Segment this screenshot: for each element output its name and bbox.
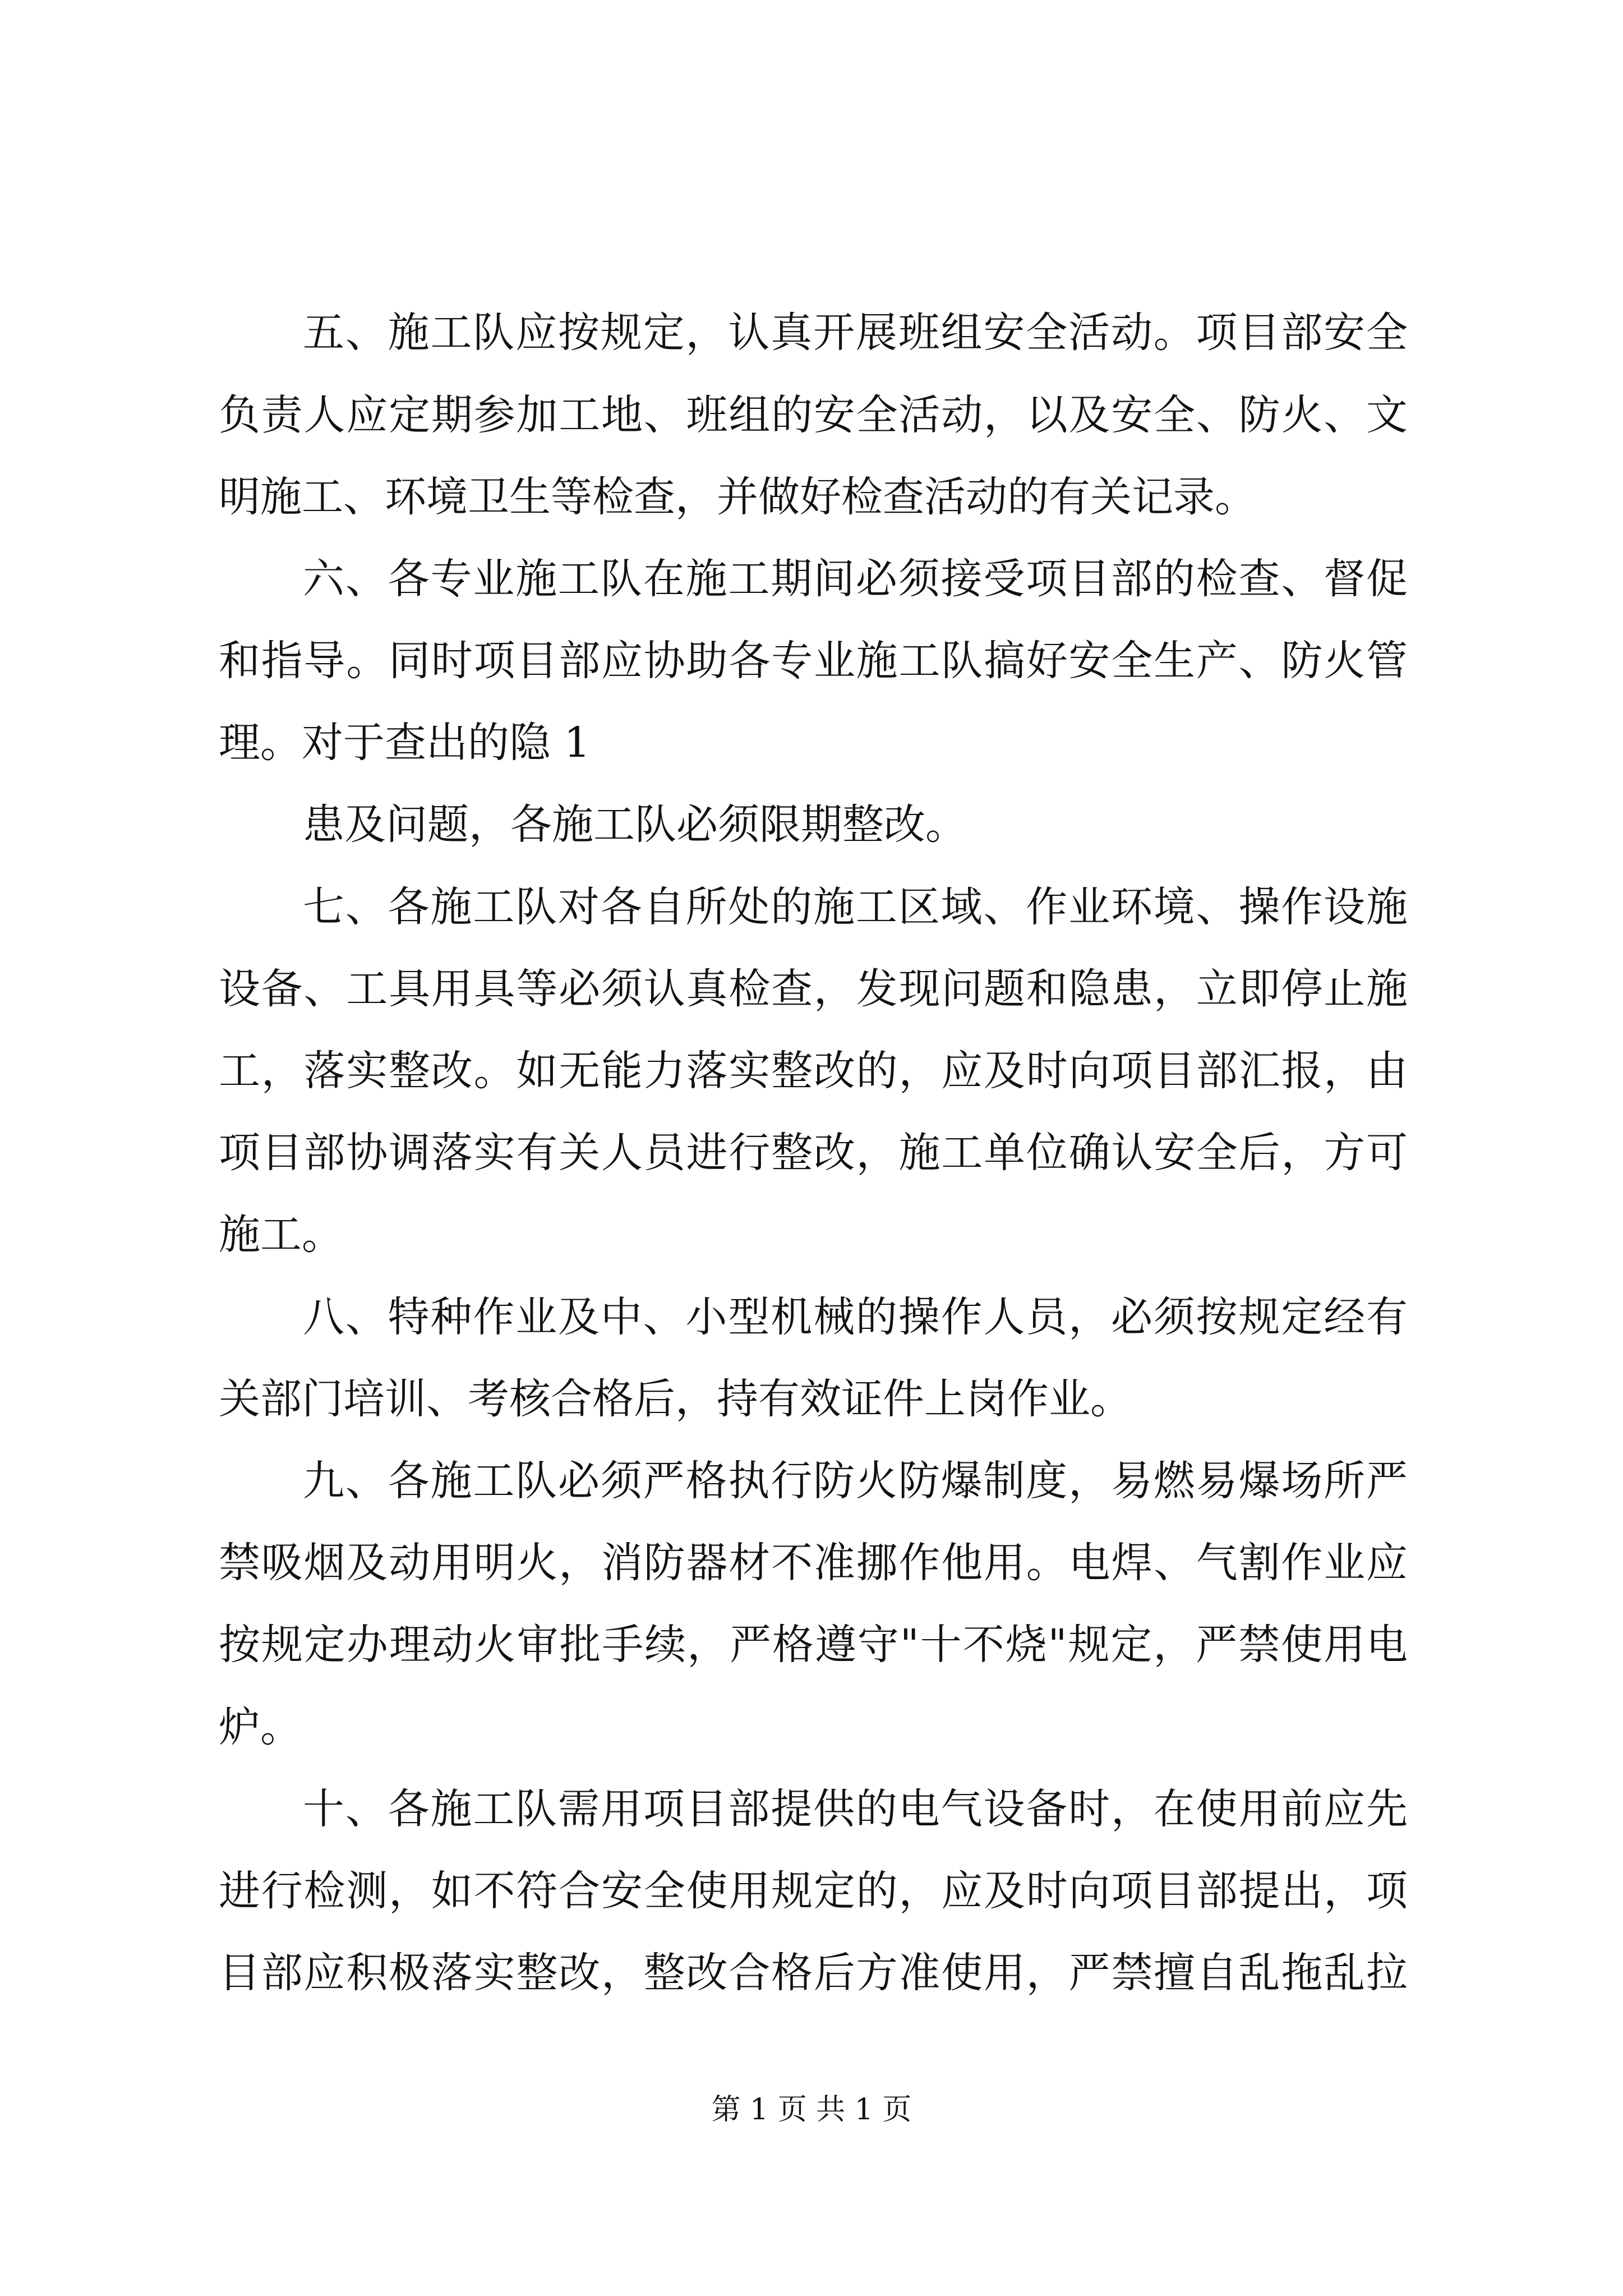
paragraph-line: 工，落实整改。如无能力落实整改的，应及时向项目部汇报，由: [219, 1047, 1408, 1095]
paragraph-line: 负责人应定期参加工地、班组的安全活动，以及安全、防火、文: [219, 391, 1408, 439]
paragraph-line: 目部应积极落实整改，整改合格后方准使用，严禁擅自乱拖乱拉: [219, 1949, 1408, 1997]
paragraph-line: 关部门培训、考核合格后，持有效证件上岗作业。: [219, 1375, 1132, 1423]
paragraph-line: 五、施工队应按规定，认真开展班组安全活动。项目部安全: [303, 309, 1408, 357]
paragraph-line: 进行检测，如不符合安全使用规定的，应及时向项目部提出，项: [219, 1867, 1408, 1915]
paragraph-line: 七、各施工队对各自所处的施工区域、作业环境、操作设施: [303, 883, 1408, 931]
paragraph-line: 患及问题，各施工队必须限期整改。: [303, 800, 967, 849]
paragraph-line: 炉。: [219, 1703, 302, 1751]
paragraph-line: 八、特种作业及中、小型机械的操作人员，必须按规定经有: [303, 1293, 1408, 1341]
paragraph-line: 项目部协调落实有关人员进行整改，施工单位确认安全后，方可: [219, 1129, 1408, 1177]
paragraph-line: 和指导。同时项目部应协助各专业施工队搞好安全生产、防火管: [219, 637, 1408, 685]
paragraph-line: 禁吸烟及动用明火，消防器材不准挪作他用。电焊、气割作业应: [219, 1539, 1408, 1587]
paragraph-line: 明施工、环境卫生等检查，并做好检查活动的有关记录。: [219, 473, 1256, 521]
paragraph-line: 理。对于查出的隐 1: [219, 719, 591, 767]
paragraph-line: 施工。: [219, 1211, 343, 1259]
page-number-footer: 第 1 页 共 1 页: [711, 2093, 912, 2127]
paragraph-line: 六、各专业施工队在施工期间必须接受项目部的检查、督促: [303, 555, 1408, 603]
paragraph-line: 按规定办理动火审批手续，严格遵守"十不烧"规定，严禁使用电: [219, 1621, 1408, 1669]
paragraph-line: 设备、工具用具等必须认真检查，发现问题和隐患，立即停止施: [219, 965, 1408, 1013]
paragraph-line: 十、各施工队需用项目部提供的电气设备时，在使用前应先: [303, 1785, 1408, 1833]
paragraph-line: 九、各施工队必须严格执行防火防爆制度，易燃易爆场所严: [303, 1457, 1408, 1505]
